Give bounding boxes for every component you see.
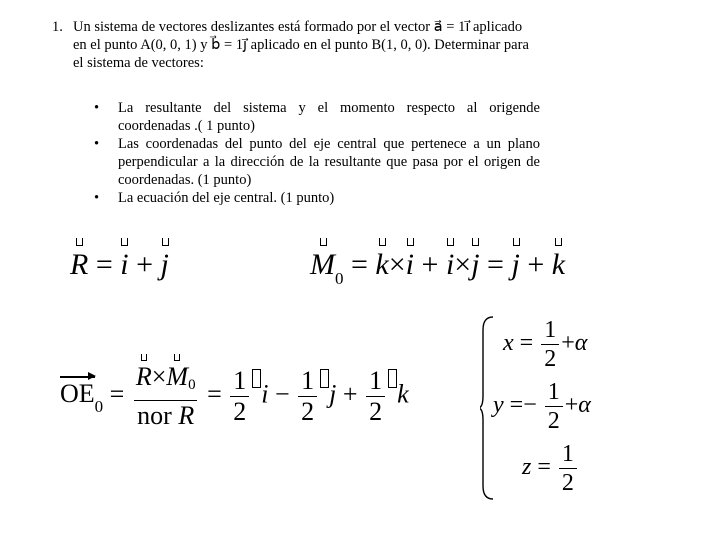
task-item: • Las coordenadas del punto del eje central que pertenece a un plano perpendicular a la dirección de la resultante que pasa por el origen de coordenadas. (1 punto) [94, 136, 540, 188]
vector-k: k [375, 248, 388, 282]
vector-j: j [161, 248, 169, 282]
task-item: • La resultante del sistema y el momento respecto al origende coordenadas .( 1 punto) [94, 100, 540, 134]
vector-i: i [446, 248, 454, 282]
vector-j: j [471, 248, 479, 282]
problem-line-2: en el punto A(0, 0, 1) y b⃗ = 1j⃗ aplicado en el punto B(1, 0, 0). Determinar para [73, 37, 529, 53]
equation-z: z = $\frac{1}{2}$ [522, 440, 579, 497]
problem-statement [52, 18, 592, 72]
task-item: • La ecuación del eje central. (1 punto) [94, 190, 335, 206]
vector-M: M [310, 248, 335, 282]
left-brace-icon [480, 316, 494, 500]
central-axis-point-equation: $OE_0$ = R× $M_0$ nor R = $\frac{1}{2}$ i − $\frac{1}{2}$ j + $\frac{1}{2}$ k [60, 362, 409, 431]
fraction-half: $\frac{1}{2}$ [298, 366, 317, 427]
fraction-half: $\frac{1}{2}$ [366, 366, 385, 427]
bullet-icon: • [94, 190, 100, 206]
missing-glyph-icon [320, 369, 329, 388]
vector-OE: $OE_0$ [60, 379, 103, 417]
resultant-equation: R = i + j [70, 248, 169, 282]
vector-j: j [511, 248, 519, 282]
cross-product-fraction: R× $M_0$ nor R [133, 362, 199, 431]
vector-i: i [406, 248, 414, 282]
fraction-half: $\frac{1}{2}$ [230, 366, 249, 427]
vector-i: i [120, 248, 128, 282]
arrow-icon [60, 376, 95, 377]
missing-glyph-icon [388, 369, 397, 388]
task-list [92, 99, 540, 207]
moment-equation: $M_0$ = k× i + i× j = j + k [310, 248, 565, 289]
vector-k: k [552, 248, 565, 282]
missing-glyph-icon [252, 369, 261, 388]
vector-R: R [70, 248, 88, 282]
bullet-icon: • [94, 100, 100, 116]
bullet-icon: • [94, 136, 100, 152]
equation-x: x = $\frac{1}{2}$ +α [503, 317, 588, 372]
problem-line-3: el sistema de vectores: [73, 55, 204, 71]
problem-number: 1. [52, 19, 63, 35]
problem-line-1: Un sistema de vectores deslizantes está formado por el vector a⃗ = 1i⃗ aplicado [73, 19, 523, 35]
equation-y: y =− $\frac{1}{2}$ +α [493, 379, 591, 434]
